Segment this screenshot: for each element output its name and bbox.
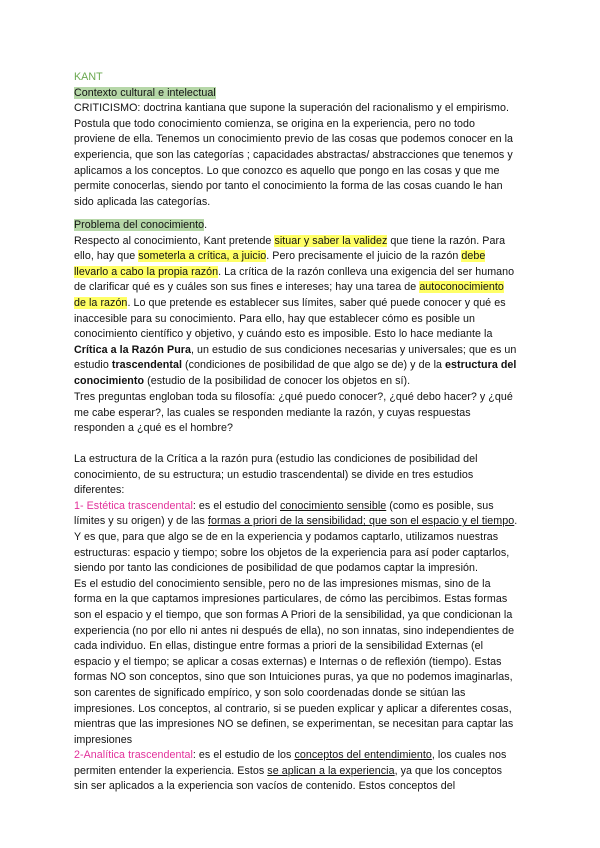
- aesthetic-line: impresiones. Los conceptos, al contrario, si se pueden explicar y aplicar a diferentes cosas,: [74, 702, 512, 715]
- questions-line: Tres preguntas engloban toda su filosofía: ¿qué puedo conocer?, ¿qué debo hacer? y ¿qué: [74, 391, 513, 403]
- structure-intro-line: La estructura de la Crítica a la razón pura (estudio las condiciones de posibilidad del: [74, 453, 478, 465]
- problem-section: [74, 218, 534, 390]
- analytic-line: permiten entender la experiencia. Estos se aplican a la experiencia, ya que los conceptos: [74, 764, 503, 777]
- structure-section: [74, 452, 534, 795]
- context-heading: Contexto cultural e intelectual: [74, 86, 216, 99]
- context-line: CRITICISMO: doctrina kantiana que supone la superación del racionalismo y el empirismo.: [74, 102, 510, 115]
- bold-structure: estructura del: [445, 359, 517, 372]
- problem-heading-line: Problema del conocimiento.: [74, 219, 208, 231]
- aesthetic-line: 1- Estética trascendental: es el estudio del conocimiento sensible (como es posible, sus: [74, 499, 494, 512]
- questions-section: [74, 390, 534, 437]
- bold-knowledge: conocimiento: [74, 374, 145, 387]
- structure-intro-line: conocimiento, de su estructura; un estudio trascendental) se divide en tres estudios: [74, 468, 474, 481]
- bold-transcendental: trascendental: [111, 359, 182, 372]
- aesthetic-line: experiencia (no por ello ni antes ni después de ella), no son innatas, sino independientes de: [74, 624, 515, 637]
- bold-critique-pure-reason: Crítica a la Razón Pura: [74, 343, 191, 356]
- aesthetic-line: límites y su origen) y de las formas a priori de la sensibilidad; que son el espacio y el tiempo.: [74, 515, 518, 528]
- aesthetic-line: mientras que las impresiones NO se definen, se experimentan, se necesitan para captar las: [74, 718, 514, 731]
- context-line: Postula que todo conocimiento comienza, se origina en la experiencia, pero no todo: [74, 117, 475, 130]
- questions-line: responden a ¿qué es el hombre?: [74, 422, 233, 435]
- problem-line: inaccesible para su conocimiento. Para ello, hay que establecer cómo es posible un: [74, 312, 475, 325]
- aesthetic-line: impresiones: [74, 733, 133, 746]
- context-heading-line: [74, 86, 534, 102]
- context-line: aplicamos a los conceptos. Lo que conozco es aquello que pongo en las cosas y que me: [74, 164, 500, 177]
- problem-line: Respecto al conocimiento, Kant pretende situar y saber la validez que tiene la razón. Para: [74, 234, 506, 247]
- aesthetic-line: espacio y el tiempo; se aplicar a cosas externas) e Internas o de reflexión (tiempo). Estas: [74, 655, 502, 668]
- context-section: [74, 86, 534, 211]
- highlight-validity: situar y saber la validez: [274, 234, 388, 247]
- underline-applied-experience: se aplican a la experiencia: [267, 764, 395, 777]
- problem-line: de clarificar qué es y cuáles son sus fines e intereses; hay una tarea de autoconocimiento: [74, 281, 504, 294]
- aesthetic-line: siendo por tanto las condiciones de posibilidad de que podamos captar la impresión.: [74, 562, 478, 575]
- aesthetic-line: formas NO son conceptos, sino que son Intuiciones puras, ya que no podemos imaginarlas,: [74, 671, 513, 684]
- document-title: [74, 70, 534, 86]
- highlight-of-reason: de la razón: [74, 296, 128, 309]
- structure-intro-line: diferentes:: [74, 484, 125, 497]
- context-line: sido aplicada las categorías.: [74, 195, 211, 208]
- problem-line: ello, hay que someterla a crítica, a juicio. Pero precisamente el juicio de la razón debe: [74, 250, 486, 263]
- analytic-label: 2-Analítica trascendental: [74, 749, 193, 762]
- highlight-reason-itself: llevarlo a cabo la propia razón: [74, 265, 219, 278]
- problem-line: conocimiento científico y objetivo, y cuándo esto es imposible. Esto lo hace mediante la: [74, 328, 493, 341]
- aesthetic-line: son carentes de significado empírico, y son solo coordenadas donde se sitúan las: [74, 686, 466, 699]
- analytic-line: sin ser aplicados a la experiencia son vacíos de contenido. Estos conceptos del: [74, 780, 456, 793]
- aesthetic-line: Es el estudio del conocimiento sensible, pero no de las impresiones mismas, sino de la: [74, 577, 491, 590]
- highlight-self-knowledge: autoconocimiento: [419, 281, 504, 294]
- highlight-must: debe: [461, 250, 486, 263]
- underline-concepts: conceptos del entendimiento: [294, 749, 432, 762]
- problem-line: llevarlo a cabo la propia razón. La crítica de la razón conlleva una exigencia del ser humano: [74, 265, 515, 278]
- highlight-critique: someterla a crítica, a juicio: [138, 250, 267, 263]
- aesthetic-label: 1- Estética trascendental: [74, 499, 193, 512]
- problem-line: de la razón. Lo que pretende es establecer sus límites, saber qué puede conocer y qué es: [74, 296, 506, 309]
- analytic-line: 2-Analítica trascendental: es el estudio de los conceptos del entendimiento, los cuales nos: [74, 749, 507, 762]
- problem-line: estudio trascendental (condiciones de posibilidad de que algo se de) y de la estructura del: [74, 359, 517, 372]
- aesthetic-line: Y es que, para que algo se de en la experiencia y podamos captarlo, utilizamos nuestras: [74, 530, 499, 543]
- context-line: experiencia, que son las categorías ; capacidades abstractas/ abstracciones que tenemos y: [74, 148, 513, 161]
- underline-sensible-knowledge: conocimiento sensible: [280, 499, 387, 512]
- aesthetic-line: son el espacio y el tiempo, que son formas A Priori de la sensibilidad, ya que condicionan la: [74, 608, 513, 621]
- aesthetic-line: forma en la que captamos impresiones particulares, de cómo las percibimos. Estas formas: [74, 593, 508, 606]
- context-line: proviene de ella. Tenemos un conocimiento previo de las cosas que podemos conocer en la: [74, 133, 514, 146]
- problem-line: conocimiento (estudio de la posibilidad de conocer los objetos en sí).: [74, 374, 411, 387]
- questions-line: me cabe esperar?, las cuales se responden mediante la razón, y cuyas respuestas: [74, 406, 471, 419]
- aesthetic-line: estructuras: espacio y tiempo; sobre los objetos de la experiencia para así poder captarlos,: [74, 546, 510, 559]
- aesthetic-line: cada individuo. En ellas, distingue entre formas a priori de la sensibilidad Externas (el: [74, 640, 484, 653]
- problem-line: Crítica a la Razón Pura, un estudio de sus condiciones necesarias y universales; que es un: [74, 343, 517, 356]
- title-kant: KANT: [74, 71, 103, 83]
- context-line: permite conocerlas, siendo por tanto el conocimiento la forma de las cosas cuando le han: [74, 180, 503, 193]
- problem-heading: Problema del conocimiento: [74, 219, 205, 231]
- underline-a-priori-forms: formas a priori de la sensibilidad; que son el espacio y el tiempo: [207, 515, 515, 528]
